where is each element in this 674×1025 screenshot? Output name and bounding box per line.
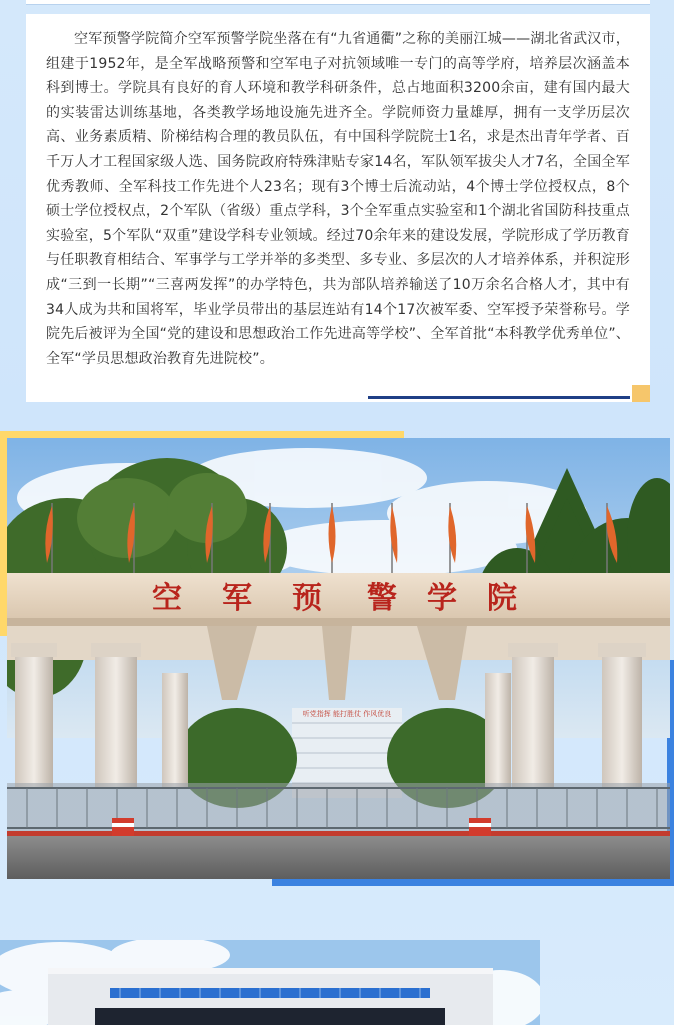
gate-title-char-3: 预 xyxy=(292,581,322,616)
card-accent-square xyxy=(632,385,650,402)
gate-title-char-4: 警 xyxy=(367,581,397,616)
top-divider-strip xyxy=(26,0,650,5)
card-accent-line xyxy=(368,396,630,399)
photo-frame-yellow-left xyxy=(0,431,7,636)
gate-title-char-1: 空 xyxy=(152,581,182,616)
building-banner: 听党指挥 能打胜仗 作风优良 xyxy=(302,710,392,718)
gate-title-char-2: 军 xyxy=(222,581,252,616)
gate-title-char-6: 院 xyxy=(487,581,517,616)
intro-paragraph: 空军预警学院简介空军预警学院坐落在有“九省通衢”之称的美丽江城——湖北省武汉市，组建于1952年，是全军战略预警和空军电子对抗领域唯一专门的高等学府，培养层次涵盖本科到博士。学院具有良好的育人环境和教学科研条件，总占地面积3200余亩，建有国内最大的实装雷达训练基地，各类教学场地设施先进齐全。学院师资力量雄厚，拥有一支学历层次高、业务素质精、阶梯结构合理的教员队伍，有中国科学院院士1名，求是杰出青年学者、百千万人才工程国家级人选、国务院政府特殊津贴专家14名，军队领军拔尖人才7名，全国全军优秀教师、全军科技工作先进个人23名；现有3个博士后流动站，4个博士学位授权点，8个硕士学位授权点，2个军队（省级）重点学科，3个全军重点实验室和1个湖北省国防科技重点实验室，5个军队“双重”建设学科专业领域。经过70余年来的建设发展，学院形成了学历教育与任职教育相结合、军事学与工学并举的多类型、多专业、多层次的人才培养体系，并积淀形成“三到一长期”“三喜两发挥”的办学特色，共为部队培养输送了10万余名合格人才，其中有34人成为共和国将军，毕业学员带出的基层连站有14个17次被军委、空军授予荣誉称号。学院先后被评为全国“党的建设和思想政治工作先进高等学校”、全军首批“本科教学优秀单位”、全军“学员思想政治教育先进院校”。 xyxy=(46,31,630,367)
photo-frame-yellow-top xyxy=(0,431,404,438)
intro-card xyxy=(26,14,650,402)
gate-title-char-5: 学 xyxy=(427,581,457,616)
photo-frame-blue-bottom xyxy=(272,879,674,886)
campus-building-photo xyxy=(0,940,540,1025)
campus-gate-photo xyxy=(7,438,670,879)
